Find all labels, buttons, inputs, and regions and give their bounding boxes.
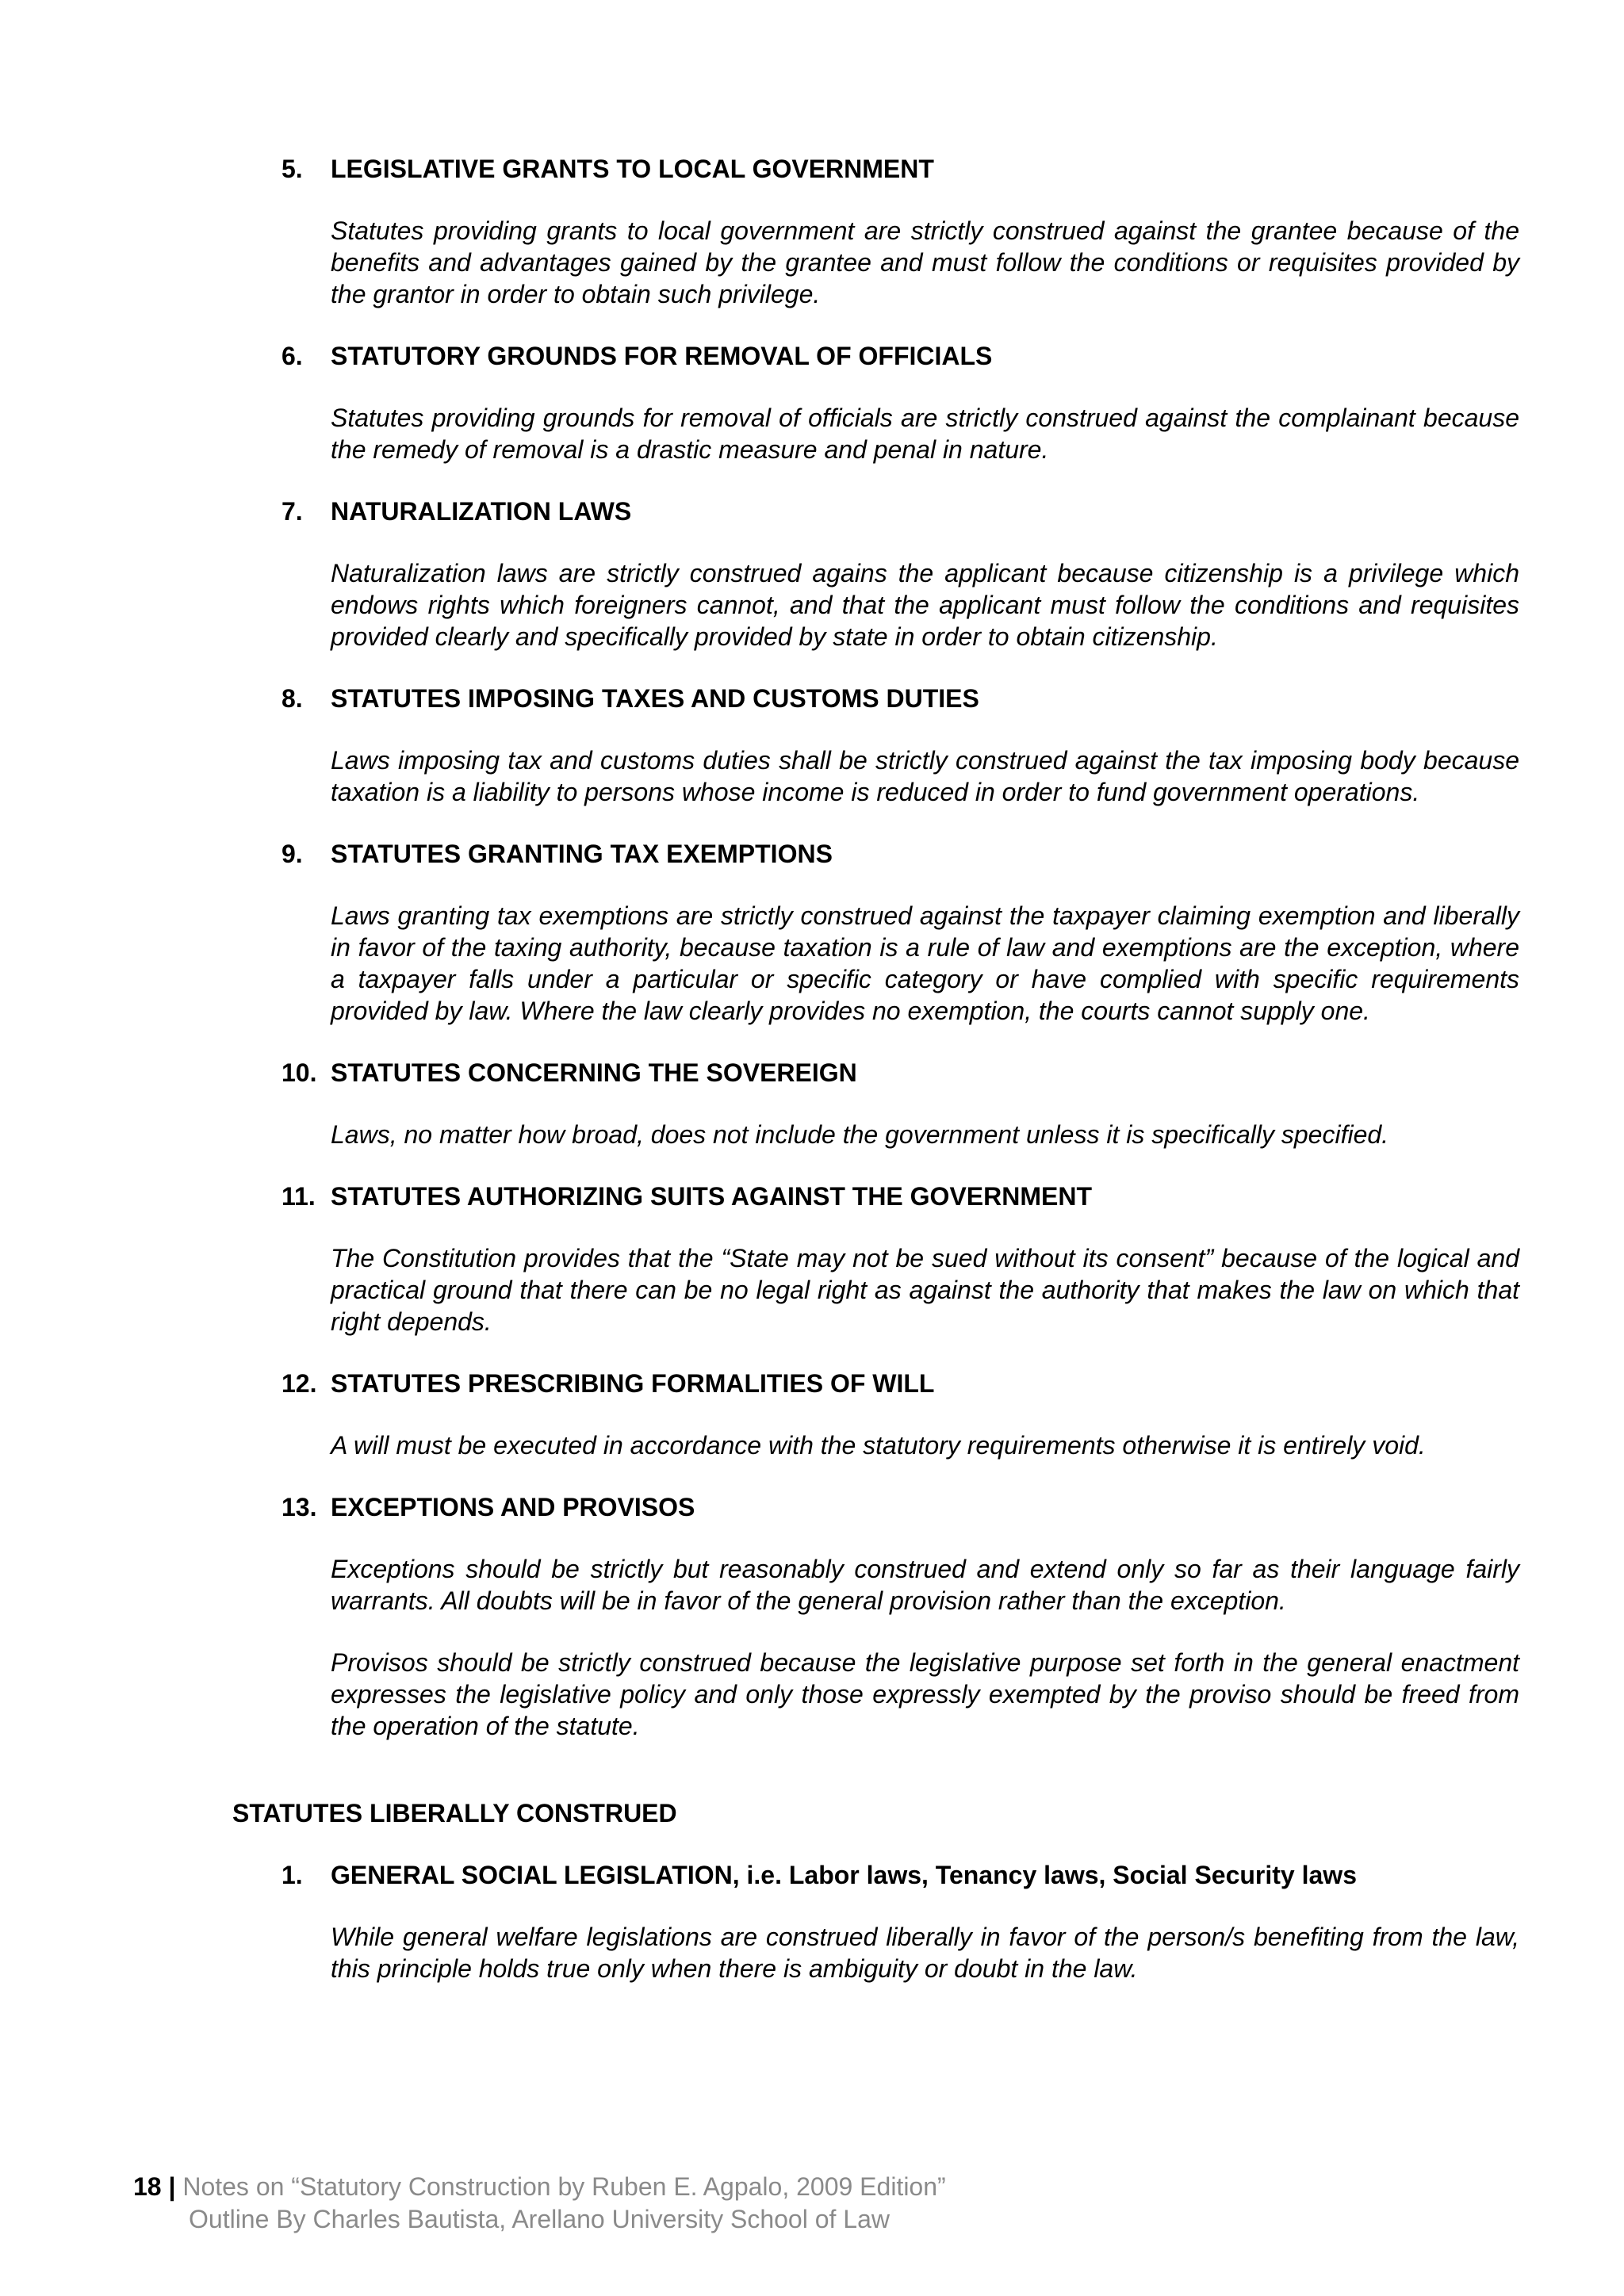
- section-heading: STATUTES LIBERALLY CONSTRUED: [232, 1799, 677, 1827]
- item-title: STATUTES IMPOSING TAXES AND CUSTOMS DUTIES: [331, 684, 979, 713]
- list-item: [282, 1181, 1519, 1337]
- item-paragraph: Laws granting tax exemptions are strictly construed against the taxpayer claiming exemption and liberally in favor of the taxing authority, because taxation is a rule of law and exemptions are the exception, where a taxpayer falls under a particular or specific category or have complied with specific requirements provided by law. Where the law clearly provides no exemption, the courts cannot supply one.: [331, 901, 1519, 1025]
- item-title: STATUTES GRANTING TAX EXEMPTIONS: [331, 840, 833, 868]
- list-item: [282, 153, 1519, 310]
- item-number: 1.: [282, 1861, 303, 1889]
- item-paragraph: Statutes providing grants to local government are strictly construed against the grantee because of the benefits and advantages gained by the grantee and must follow the conditions or requisites provided by the grantor in order to obtain such privilege.: [331, 216, 1519, 308]
- item-heading: [282, 496, 1519, 527]
- item-title: NATURALIZATION LAWS: [331, 497, 632, 526]
- item-paragraph: Statutes providing grounds for removal of officials are strictly construed against the complainant because the remedy of removal is a drastic measure and penal in nature.: [331, 404, 1519, 464]
- item-heading: [282, 1368, 1519, 1399]
- item-number: 13.: [282, 1493, 317, 1521]
- list-item: [282, 340, 1519, 465]
- page-content: [232, 153, 1519, 2015]
- item-paragraph: The Constitution provides that the “State may not be sued without its consent” because of the logical and practical ground that there can be no legal right as against the authority that makes the law on which that right depends.: [331, 1244, 1519, 1336]
- item-title: STATUTORY GROUNDS FOR REMOVAL OF OFFICIALS: [331, 342, 993, 370]
- item-paragraph: Naturalization laws are strictly construed agains the applicant because citizenship is a privilege which endows rights which foreigners cannot, and that the applicant must follow the conditions and requisites provided clearly and specifically provided by state in order to obtain citizenship.: [331, 559, 1519, 651]
- page-number: 18 |: [133, 2172, 176, 2201]
- item-heading: [282, 1491, 1519, 1523]
- item-paragraph: Laws imposing tax and customs duties shall be strictly construed against the tax imposing body because taxation is a liability to persons whose income is reduced in order to fund government operations.: [331, 746, 1519, 806]
- item-number: 10.: [282, 1058, 317, 1087]
- item-title: LEGISLATIVE GRANTS TO LOCAL GOVERNMENT: [331, 155, 934, 183]
- item-number: 11.: [282, 1182, 316, 1211]
- item-title: STATUTES CONCERNING THE SOVEREIGN: [331, 1058, 857, 1087]
- item-title: GENERAL SOCIAL LEGISLATION, i.e. Labor laws, Tenancy laws, Social Security laws: [331, 1861, 1357, 1889]
- item-number: 8.: [282, 684, 303, 713]
- footer-line-1: [133, 2171, 946, 2203]
- item-paragraph: Laws, no matter how broad, does not include the government unless it is specifically specified.: [331, 1120, 1389, 1149]
- item-number: 5.: [282, 155, 303, 183]
- item-heading: [282, 1057, 1519, 1089]
- item-number: 7.: [282, 497, 303, 526]
- list-item: [282, 838, 1519, 1027]
- item-heading: [282, 340, 1519, 372]
- page-footer: [133, 2171, 946, 2236]
- item-title: STATUTES PRESCRIBING FORMALITIES OF WILL: [331, 1369, 935, 1398]
- list-item: [282, 1859, 1519, 1984]
- footer-title: Notes on “Statutory Construction by Ruben E. Agpalo, 2009 Edition”: [182, 2172, 946, 2201]
- item-heading: [282, 1859, 1519, 1891]
- item-paragraph: A will must be executed in accordance with the statutory requirements otherwise it is entirely void.: [331, 1431, 1426, 1460]
- item-number: 6.: [282, 342, 303, 370]
- item-heading: [282, 153, 1519, 185]
- list-item: [282, 1057, 1519, 1150]
- list-item: [282, 1491, 1519, 1742]
- item-heading: [282, 838, 1519, 870]
- item-title: EXCEPTIONS AND PROVISOS: [331, 1493, 695, 1521]
- item-paragraph: Exceptions should be strictly but reasonably construed and extend only so far as their language fairly warrants. All doubts will be in favor of the general provision rather than the exception.: [331, 1555, 1519, 1615]
- list-item: [282, 683, 1519, 808]
- list-item: [282, 496, 1519, 652]
- item-heading: [282, 683, 1519, 714]
- footer-line-2: Outline By Charles Bautista, Arellano University School of Law: [189, 2205, 890, 2233]
- item-paragraph: While general welfare legislations are construed liberally in favor of the person/s benefiting from the law, this principle holds true only when there is ambiguity or doubt in the law.: [331, 1923, 1519, 1983]
- item-paragraph: Provisos should be strictly construed because the legislative purpose set forth in the general enactment expresses the legislative policy and only those expressly exempted by the proviso should be freed from the operation of the statute.: [331, 1648, 1519, 1740]
- item-number: 12.: [282, 1369, 317, 1398]
- list-item: [282, 1368, 1519, 1461]
- item-heading: [282, 1181, 1519, 1212]
- item-title: STATUTES AUTHORIZING SUITS AGAINST THE GOVERNMENT: [331, 1182, 1092, 1211]
- item-number: 9.: [282, 840, 303, 868]
